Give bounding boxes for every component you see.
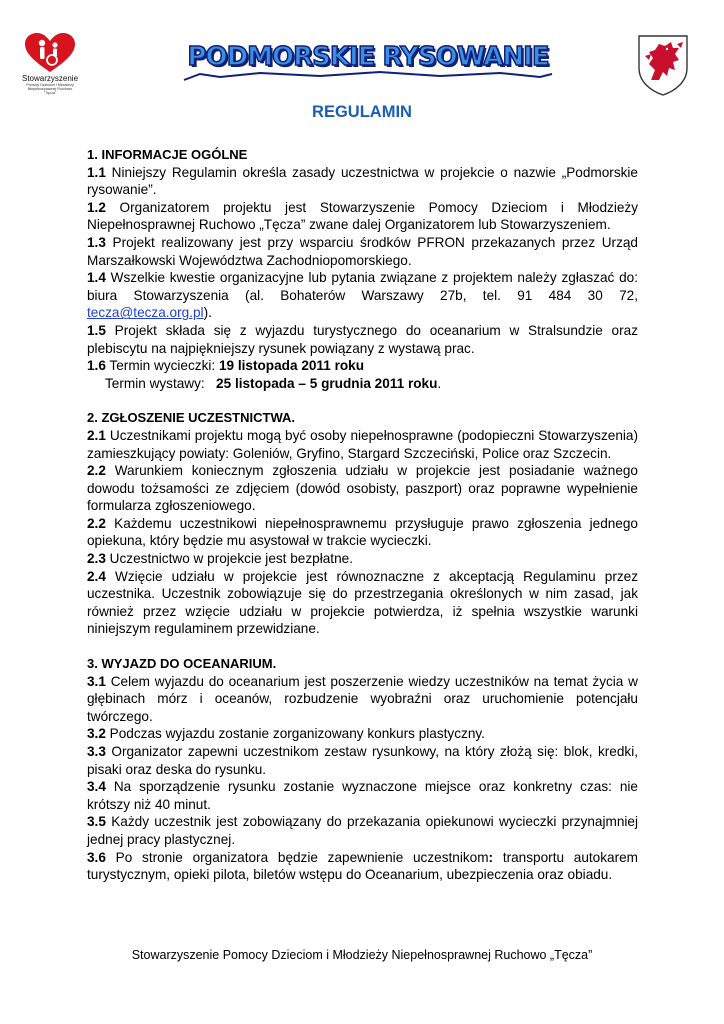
paragraph: [87, 375, 638, 393]
paragraph: [87, 778, 638, 813]
item-text: Po stronie organizatora będzie zapewnienie uczestnikom: [105, 849, 489, 865]
item-text: Na sporządzenie rysunku zostanie wyznaczone miejsce oraz konkretny czas: nie krótszy niż 40 minut.: [87, 779, 638, 812]
item-number: 2.1: [87, 427, 106, 443]
item-number: 1.4: [87, 270, 106, 286]
item-text: Każdemu uczestnikowi niepełnosprawnemu przysługuje prawo zgłoszenia jednego opiekuna, który będzie mu asystował w trakcie wycieczki.: [87, 515, 638, 549]
item-number: 3.1: [87, 673, 106, 689]
paragraph: [87, 550, 638, 568]
item-text: Projekt realizowany jest przy wsparciu środków PFRON przekazanych przez Urząd Marszałkowski Województwa Zachodniopomorskiego.: [87, 234, 638, 268]
item-text: Wszelkie kwestie organizacyjne lub pytania związane z projektem należy zgłaszać do: biura Stowarzyszenia (al. Bohaterów Warszawy 27b, tel. 91 484 30 72,: [87, 270, 638, 303]
organization-logo-subtitle: Pomocy Dzieciom i Młodzieży Niepełnosprawnej Ruchowo "Tęcza": [26, 83, 74, 96]
item-number: 3.3: [87, 744, 106, 759]
regulations-body: [87, 146, 638, 884]
item-number: 3.4: [87, 779, 106, 795]
item-text: transportu autokarem turystycznym, opieki pilota, biletów wstępu do Oceanarium, ubezpieczenia oraz obiadu.: [87, 849, 638, 883]
item-text: Organizatorem projektu jest Stowarzyszenie Pomocy Dzieciom i Młodzieży Niepełnosprawnej Ruchowo „Tęcza” zwane dalej Organizatorem lub Stowarzyszeniem.: [87, 199, 638, 233]
item-text: Podczas wyjazdu zostanie zorganizowany konkurs plastyczny.: [105, 726, 485, 742]
item-text: Termin wystawy:: [105, 375, 217, 391]
section-heading: 1. INFORMACJE OGÓLNE: [87, 147, 248, 162]
item-text: Warunkiem koniecznym zgłoszenia udziału w projekcie jest posiadanie ważnego dowodu tożsamości ze zdjęciem (dowód osobisty, paszport) oraz poprawne wypełnienie formularza zgłoszeniowego.: [87, 463, 638, 514]
paragraph: [87, 322, 638, 357]
item-text: Organizator zapewni uczestnikom zestaw rysunkowy, na który złożą się: blok, kredki, pisaki oraz deska do rysunku.: [87, 744, 638, 777]
paragraph: [87, 515, 638, 550]
email-link[interactable]: tecza@tecza.org.pl: [87, 305, 204, 321]
section-heading: 2. ZGŁOSZENIE UCZESTNICTWA.: [87, 410, 296, 426]
banner-title: PODMORSKIE RYSOWANIE: [187, 42, 549, 72]
item-number: 1.5: [87, 322, 106, 338]
project-banner: [180, 40, 556, 82]
spacer: [87, 638, 638, 655]
paragraph: [87, 234, 638, 269]
item-number: 1.1: [87, 164, 106, 180]
item-text: Projekt składa się z wyjazdu turystycznego do oceanarium w Stralsundzie oraz plebiscytu na najpiękniejszy rysunek powiązany z wystawą prac.: [87, 322, 638, 356]
item-text: Uczestnikami projektu mogą być osoby niepełnosprawne (podopieczni Stowarzyszenia) zamieszkujący powiaty: Goleniów, Gryfino, Stargard Szczeciński, Police oraz Szczecin.: [87, 427, 638, 461]
section-heading: 3. WYJAZD DO OCEANARIUM.: [87, 656, 277, 672]
paragraph: [87, 357, 638, 375]
paragraph: [87, 743, 638, 778]
paragraph: [87, 462, 638, 515]
item-text: Każdy uczestnik jest zobowiązany do przekazania opiekunowi wycieczki przynajmniej jednej pracy plastycznej.: [87, 814, 638, 847]
heart-icon: [22, 32, 78, 74]
item-number: 1.3: [87, 234, 106, 250]
item-text: Wzięcie udziału w projekcie jest równoznaczne z akceptacją Regulaminu przez uczestnika. Uczestnik zobowiązuje się do przestrzegania określonych w nim zasad, jak również przez wzięcie udziału w projekcie potwierdza, iż spełnia wszystkie warunki niniejszym regulaminem przewidziane.: [87, 568, 638, 637]
item-number: 3.2: [87, 726, 106, 742]
paragraph: [87, 849, 638, 884]
paragraph: [87, 269, 638, 322]
item-text: Celem wyjazdu do oceanarium jest poszerzenie wiedzy uczestników na temat życia w głębinach mórz i oceanów, rozbudzenie wyobraźni oraz uruchomienie potencjału twórczego.: [87, 673, 638, 724]
item-text: ).: [203, 305, 212, 321]
paragraph: [87, 813, 638, 848]
item-text: .: [437, 375, 442, 391]
document-title: REGULAMIN: [312, 103, 412, 121]
page-footer: Stowarzyszenie Pomocy Dzieciom i Młodzieży Niepełnosprawnej Ruchowo „Tęcza”: [131, 948, 593, 962]
item-text: Termin wycieczki:: [105, 358, 219, 374]
item-number: 2.2: [87, 515, 106, 531]
item-number: 3.5: [87, 814, 106, 830]
paragraph: [87, 673, 638, 726]
organization-logo-name: Stowarzyszenie: [22, 74, 79, 83]
item-colon: :: [488, 849, 494, 865]
item-number: 3.6: [87, 849, 106, 865]
paragraph: [87, 725, 638, 743]
trip-date: 19 listopada 2011 roku: [218, 358, 365, 374]
item-number: 2.3: [87, 551, 106, 567]
paragraph: [87, 568, 638, 638]
item-text: Uczestnictwo w projekcie jest bezpłatne.: [105, 551, 353, 567]
spacer: [87, 392, 638, 409]
item-number: 2.4: [87, 568, 106, 584]
exhibition-date: 25 listopada – 5 grudnia 2011 roku: [216, 375, 438, 391]
item-number: 2.2: [87, 463, 106, 479]
paragraph: [87, 427, 638, 462]
paragraph: [87, 164, 638, 199]
item-number: 1.6: [87, 358, 106, 374]
coat-of-arms: [637, 34, 689, 96]
item-text: Niniejszy Regulamin określa zasady uczestnictwa w projekcie o nazwie „Podmorskie rysowanie”.: [87, 164, 638, 198]
item-number: 1.2: [87, 199, 106, 215]
paragraph: [87, 199, 638, 234]
organization-logo-text: [22, 74, 78, 96]
griffin-shield-icon: [637, 34, 689, 96]
